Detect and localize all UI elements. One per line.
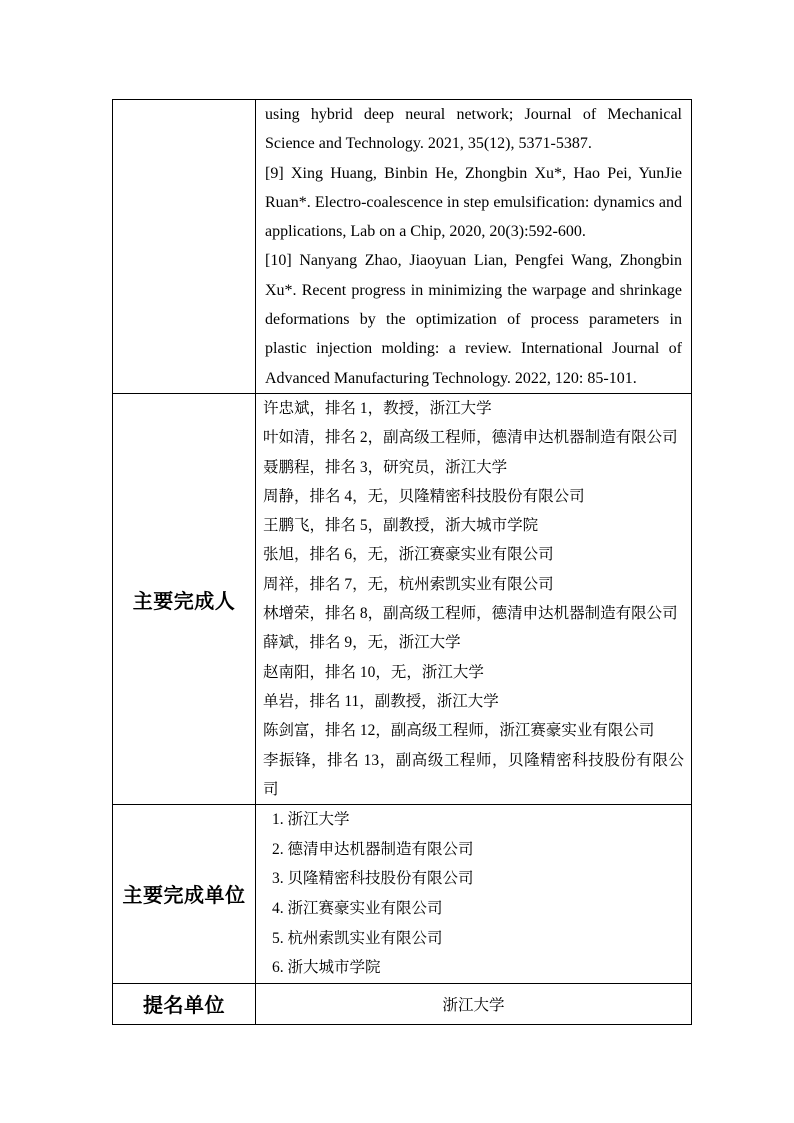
nomination-form-table <box>112 99 692 1025</box>
completer-item: 周祥，排名 7，无，杭州索凯实业有限公司 <box>263 575 554 593</box>
row-main-units <box>113 805 692 984</box>
completer-item: 张旭，排名 6，无，浙江赛豪实业有限公司 <box>263 546 554 564</box>
reference-paragraph: using hybrid deep neural network; Journal of Mechanical Science and Technology. 2021, 35(12), 5371-5387. <box>265 106 682 153</box>
references-continued-text <box>256 100 692 394</box>
reference-paragraph: [9] Xing Huang, Binbin He, Zhongbin Xu*, Hao Pei, YunJie Ruan*. Electro-coalescence in step emulsification: dynamics and applications, Lab on a Chip, 2020, 20(3):592-600. <box>265 164 682 241</box>
unit-item: 6. 浙大城市学院 <box>272 959 381 977</box>
references-empty-label-cell <box>113 100 256 394</box>
unit-item: 3. 贝隆精密科技股份有限公司 <box>272 870 474 888</box>
completer-item: 聂鹏程，排名 3，研究员，浙江大学 <box>263 458 508 476</box>
unit-item: 2. 德清申达机器制造有限公司 <box>272 840 474 858</box>
row-main-completers <box>113 393 692 804</box>
completer-item: 周静，排名 4，无，贝隆精密科技股份有限公司 <box>263 487 585 505</box>
nominating-unit-label: 提名单位 <box>113 983 256 1024</box>
completer-item: 林增荣，排名 8，副高级工程师，德清申达机器制造有限公司 <box>263 605 678 623</box>
unit-item: 4. 浙江赛豪实业有限公司 <box>272 899 443 917</box>
row-nominating-unit <box>113 983 692 1024</box>
unit-item: 5. 杭州索凯实业有限公司 <box>272 929 443 947</box>
completer-item: 薛斌，排名 9，无，浙江大学 <box>263 634 461 652</box>
main-completers-label: 主要完成人 <box>113 393 256 804</box>
row-references-continued <box>113 100 692 394</box>
main-units-list <box>256 805 692 984</box>
completer-item: 叶如清，排名 2，副高级工程师，德清申达机器制造有限公司 <box>263 429 678 447</box>
nominating-unit-value: 浙江大学 <box>256 983 692 1024</box>
completer-item: 李振锋，排名 13，副高级工程师，贝隆精密科技股份有限公司 <box>263 751 684 798</box>
completer-item: 赵南阳，排名 10，无，浙江大学 <box>263 663 484 681</box>
completer-item: 陈剑富，排名 12，副高级工程师，浙江赛豪实业有限公司 <box>263 722 655 740</box>
main-completers-list <box>256 393 692 804</box>
completer-item: 许忠斌，排名 1，教授，浙江大学 <box>263 399 492 417</box>
main-units-label: 主要完成单位 <box>113 805 256 984</box>
completer-item: 王鹏飞，排名 5，副教授，浙大城市学院 <box>263 517 539 535</box>
completer-item: 单岩，排名 11，副教授，浙江大学 <box>263 692 499 710</box>
reference-paragraph: [10] Nanyang Zhao, Jiaoyuan Lian, Pengfei Wang, Zhongbin Xu*. Recent progress in minimizing the warpage and shrinkage deformations by the optimization of process parameters in plastic injection molding: a review. International Journal of Advanced Manufacturing Technology. 2022, 120: 85-101. <box>265 252 682 387</box>
unit-item: 1. 浙江大学 <box>272 811 350 829</box>
